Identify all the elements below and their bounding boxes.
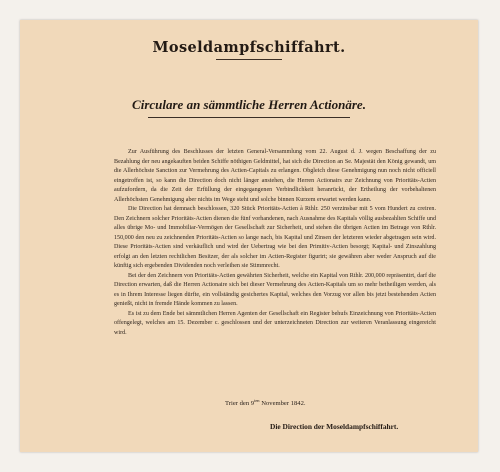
signature-line: Die Direction der Moseldampfschiffahrt.	[270, 422, 399, 431]
paragraph-4: Es ist zu dem Ende bei sämmtlichen Herren Agenten der Gesellschaft ein Register behufs Einzeichnung von Prioritäts-Actien offengelegt, welches am 15. Dezember c. geschlossen und der unterzeichneten Direction zur weiteren Veranlassung eingereicht wird.	[114, 310, 436, 336]
place-date-prefix: Trier den 9	[225, 400, 255, 408]
place-date-suffix: November 1842.	[259, 400, 306, 408]
masthead-title: Moseldampfschiffahrt.	[152, 39, 346, 56]
paragraph-3: Bei der den Zeichnern von Prioritäts-Actien gewährten Sicherheit, welche ein Kapital von Rthlr. 200,000 repräsentirt, darf die Direction erwarten, daß die Herren Actionaire sich bei dieser Vermehrung des Actien-Kapitals um so mehr betheiligen werden, als es in Ihrem Interesse liegen dürfte, ein vollständig gesichertes Kapital, welches den Vorzug vor allen bis jetzt bestehenden Actien genießt, nicht in fremde Hände kommen zu lassen.	[114, 272, 436, 307]
document-sheet	[20, 20, 478, 452]
circular-title: Circulare an sämmtliche Herren Actionäre.	[132, 97, 366, 112]
circular-title-underline	[148, 117, 350, 118]
paragraph-2: Die Direction hat demnach beschlossen, 320 Stück Prioritäts-Actien à Rthlr. 250 verzinsbar mit 5 vom Hundert zu creiren. Den Zeichnern solcher Prioritäts-Actien dienen die fünf vorhandenen, nach Ausnahme des Kapitals völlig ausbezahlten Schiffe und alles übrige Mo- und Immobiliar-Vermögen der Gesellschaft zur Sicherheit, und stehen die übrigen Actien im Betrage von Rthlr. 150,000 den neu zu zeichnenden Prioritäts-Actien so lange nach, bis Kapital und Zinsen der letzteren wieder abgetragen sein wird. Diese Prioritäts-Actien sind verkäuflich und wird der Uebertrag wie bei den Primitiv-Actien besorgt; Kapital- und Zinszahlung erfolgt an den letzten rechtlichen Besitzer, der als solcher im Actien-Register figurirt; sie gewähren aber weder Anspruch auf die künftig sich ergebenden Dividenden noch verleihen sie Stimmrecht.	[114, 206, 436, 269]
masthead-underline	[216, 59, 282, 60]
circular-body	[114, 148, 436, 338]
place-date-sup: ten	[254, 398, 260, 403]
place-date	[225, 398, 306, 407]
paragraph-1: Zur Ausführung des Beschlusses der letzten General-Versammlung vom 22. August d. J. wegen Beschaffung der zu Bezahlung der neu angekauften beiden Schiffe nöthigen Geldmittel, hat sich die Direction an Se. Majestät den König gewandt, um die Allerhöchste Sanction zur Vermehrung des Actien-Capitals zu erlangen. Obgleich diese Genehmigung nun noch nicht officiell eingetroffen ist, so kann die Direction doch nicht länger anstehen, die Herren Actionairs zur Zeichnung von Prioritäts-Actien aufzufordern, da die Zeit der Erfüllung der eingegangenen Verbindlichkeit heranrückt, der Ertheilung der vorbehaltenen Allerhöchsten Genehmigung aber nichts im Wege steht und solche binnen Kurzem erwartet werden kann.	[114, 149, 436, 203]
